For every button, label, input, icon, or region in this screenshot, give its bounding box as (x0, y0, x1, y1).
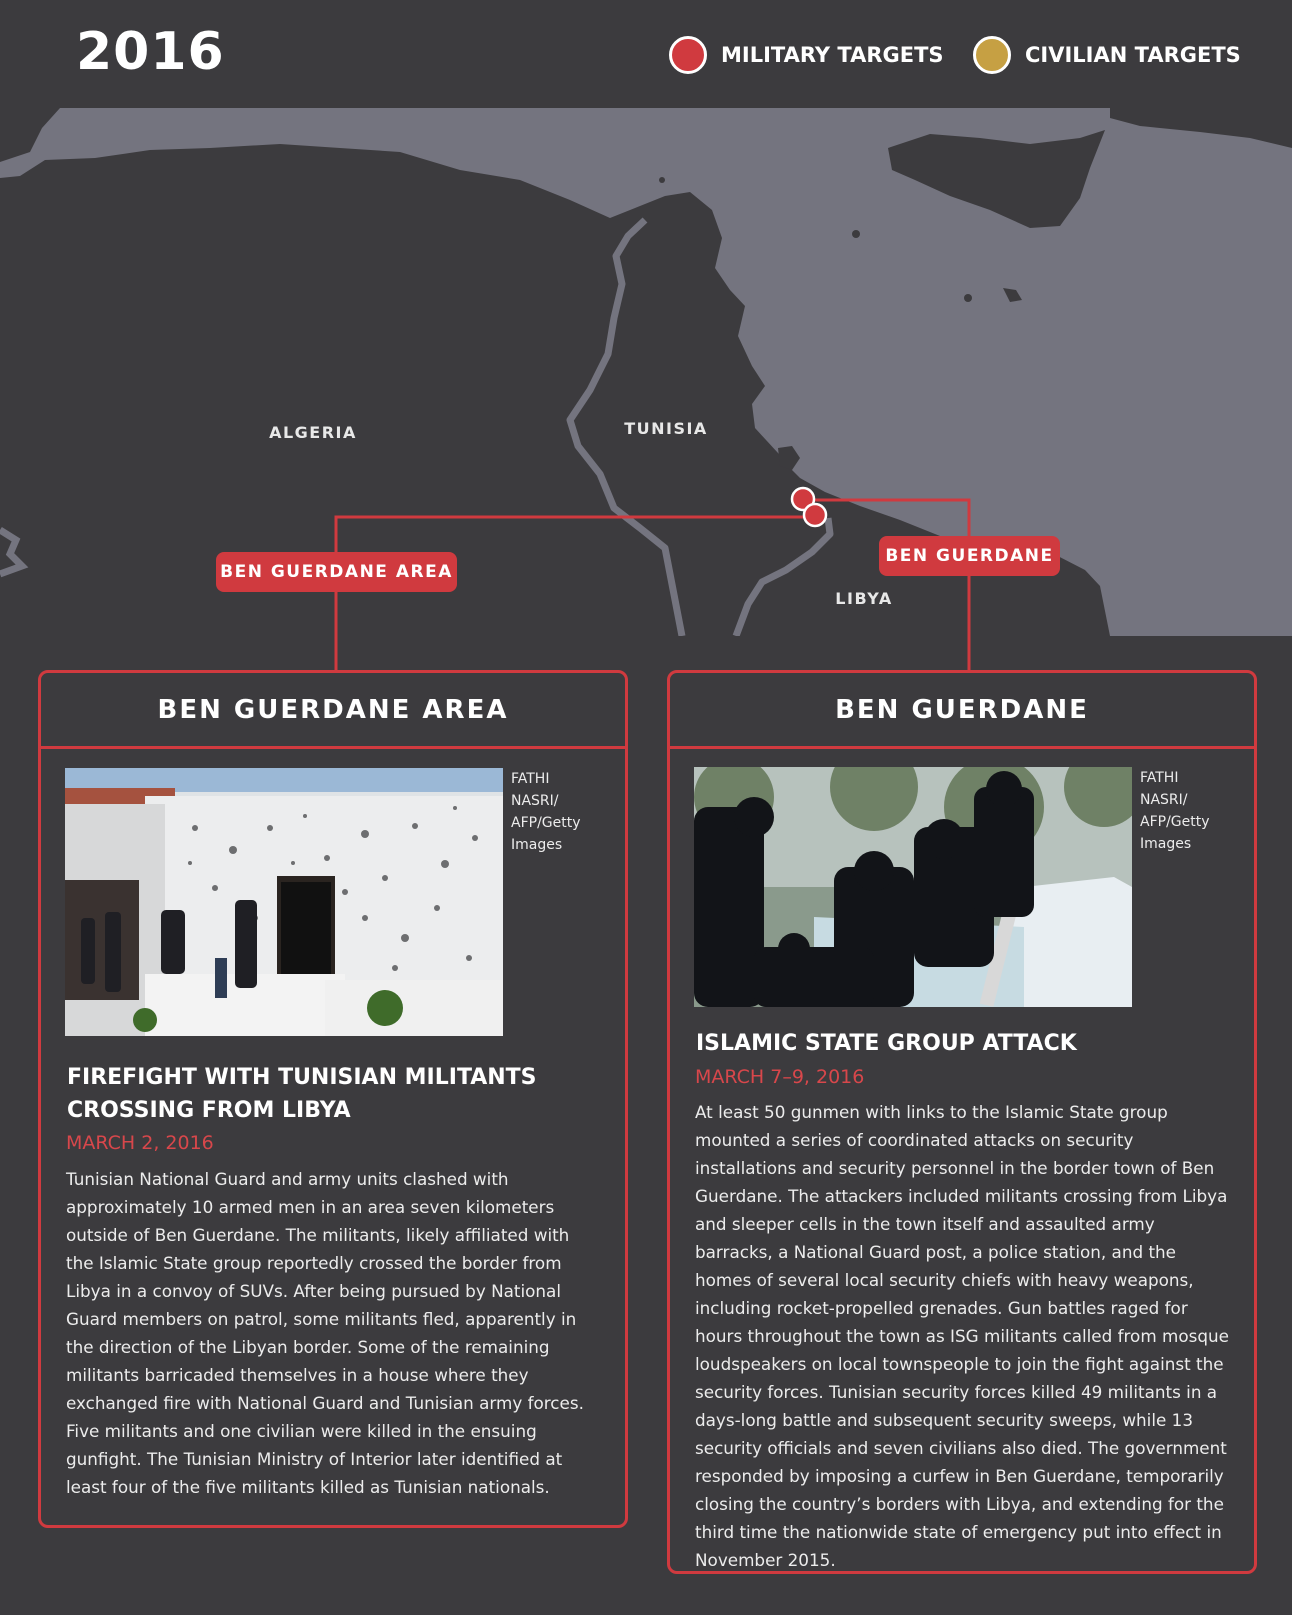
story-date: MARCH 2, 2016 (66, 1132, 214, 1154)
connectors (0, 0, 1292, 700)
label-algeria: ALGERIA (269, 423, 357, 442)
year-title: 2016 (76, 22, 225, 82)
label-tunisia: TUNISIA (624, 419, 708, 438)
photo-bullet-ridden-house (65, 768, 503, 1036)
story-title: ISLAMIC STATE GROUP ATTACK (696, 1031, 1077, 1056)
story-title: FIREFIGHT WITH TUNISIAN MILITANTS CROSSING FROM LIBYA (67, 1065, 537, 1123)
legend-civilian-label: CIVILIAN TARGETS (1025, 43, 1241, 67)
story-body: Tunisian National Guard and army units clashed with approximately 10 armed men in an area seven kilometers outside of Ben Guerdane. The militants, likely affiliated with the Islamic State group reportedly crossed the border from Libya in a convoy of SUVs. After being pursued by National Guard members on patrol, some militants fled, apparently in the direction of the Libyan border. Some of the remaining militants barricaded themselves in a house where they exchanged fire with National Guard and Tunisian army forces. Five militants and one civilian were killed in the ensuing gunfight. The Tunisian Ministry of Interior later identified at least four of the five militants killed as Tunisian nationals. (66, 1169, 584, 1497)
panel-heading: BEN GUERDANE AREA (41, 673, 625, 749)
legend-military-label: MILITARY TARGETS (721, 43, 944, 67)
callout-ben-guerdane-area[interactable]: BEN GUERDANE AREA (216, 552, 457, 592)
photo-credit: FATHI NASRI/ AFP/Getty Images (511, 771, 581, 853)
callout-ben-guerdane[interactable]: BEN GUERDANE (879, 536, 1060, 576)
panel-heading: BEN GUERDANE (670, 673, 1254, 749)
panel-ben-guerdane-area (38, 670, 628, 1528)
panel-ben-guerdane (667, 670, 1257, 1574)
story-body: At least 50 gunmen with links to the Islamic State group mounted a series of coordinated attacks on security installations and security personnel in the border town of Ben Guerdane. The attackers included militants crossing from Libya and sleeper cells in the town itself and assaulted army barracks, a National Guard post, a police station, and the homes of several local security chiefs with heavy weapons, including rocket-propelled grenades. Gun battles raged for hours throughout the town as ISG militants called from mosque loudspeakers on local townspeople to join the fight against the security forces. Tunisian security forces killed 49 militants in a days-long battle and subsequent security sweeps, while 13 security officials and seven civilians also died. The government responded by imposing a curfew in Ben Guerdane, temporarily closing the country’s borders with Libya, and extending for the third time the nationwide state of emergency put into effect in November 2015. (695, 1102, 1229, 1570)
photo-credit: FATHI NASRI/ AFP/Getty Images (1140, 770, 1210, 852)
story-date: MARCH 7–9, 2016 (695, 1066, 865, 1088)
label-libya: LIBYA (835, 589, 893, 608)
photo-security-forces (694, 767, 1132, 1007)
